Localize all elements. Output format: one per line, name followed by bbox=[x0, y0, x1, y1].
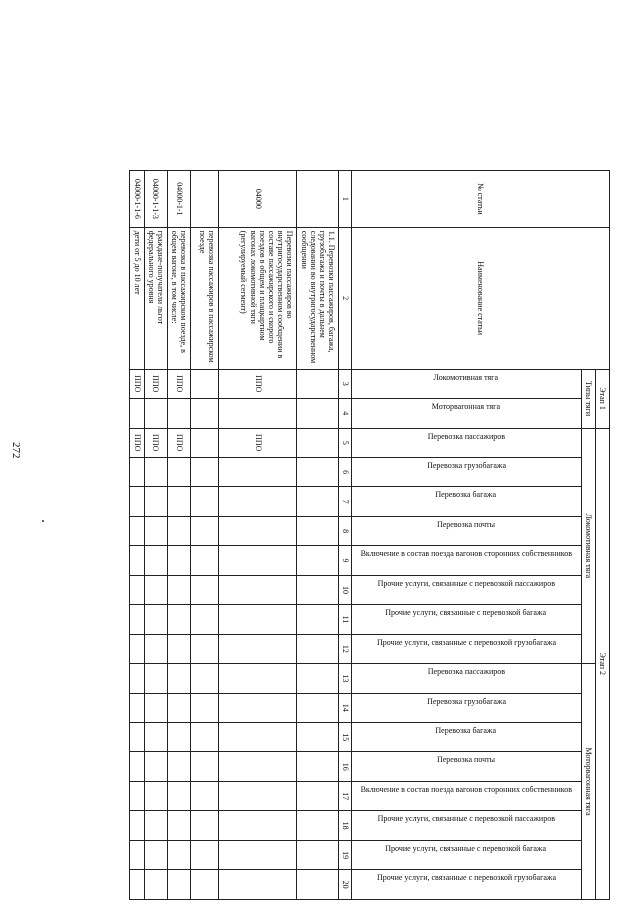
empty-cell bbox=[297, 840, 339, 869]
empty-cell bbox=[168, 487, 191, 516]
empty-cell bbox=[130, 723, 144, 752]
empty-cell bbox=[130, 457, 144, 486]
empty-cell bbox=[219, 487, 297, 516]
column-number: 8 bbox=[339, 516, 351, 545]
empty-cell bbox=[130, 811, 144, 840]
header-service: Включение в состав поезда вагонов сторонних собственников bbox=[360, 549, 572, 559]
article-code bbox=[297, 171, 339, 228]
empty-cell bbox=[144, 811, 167, 840]
table-row bbox=[191, 171, 219, 900]
column-number: 11 bbox=[339, 605, 351, 634]
empty-cell bbox=[168, 781, 191, 810]
empty-cell bbox=[144, 752, 167, 781]
header-service: Прочие услуги, связанные с перевозкой грузобагажа bbox=[376, 637, 556, 647]
column-number: 19 bbox=[339, 840, 351, 869]
column-number: 9 bbox=[339, 546, 351, 575]
column-number: 7 bbox=[339, 487, 351, 516]
empty-cell bbox=[219, 634, 297, 663]
cell-value: ППО bbox=[168, 428, 191, 457]
empty-cell bbox=[297, 870, 339, 900]
empty-cell bbox=[297, 634, 339, 663]
header-service: Прочие услуги, связанные с перевозкой багажа bbox=[385, 843, 547, 853]
empty-cell bbox=[191, 723, 219, 752]
empty-cell bbox=[191, 516, 219, 545]
empty-cell bbox=[130, 487, 144, 516]
empty-cell bbox=[168, 811, 191, 840]
empty-cell bbox=[297, 546, 339, 575]
cell-value: ППО bbox=[144, 369, 167, 398]
empty-cell bbox=[144, 487, 167, 516]
empty-cell bbox=[219, 546, 297, 575]
empty-cell bbox=[191, 457, 219, 486]
empty-cell bbox=[191, 811, 219, 840]
empty-cell bbox=[130, 664, 144, 693]
cell-value: ППО bbox=[130, 428, 144, 457]
empty-cell bbox=[219, 605, 297, 634]
header-service: Перевозка грузобагажа bbox=[426, 460, 506, 470]
empty-cell bbox=[168, 723, 191, 752]
empty-cell bbox=[191, 664, 219, 693]
table-row bbox=[130, 171, 144, 900]
empty-cell bbox=[191, 575, 219, 604]
article-name: перевозка в пассажирском поезде, в общем вагоне, в том числе: bbox=[168, 227, 191, 369]
header-service: Перевозка почты bbox=[437, 519, 496, 529]
empty-cell bbox=[219, 781, 297, 810]
empty-cell bbox=[144, 781, 167, 810]
header-article-name: Наименование статьи bbox=[351, 227, 609, 369]
cell-value bbox=[191, 399, 219, 428]
empty-cell bbox=[297, 693, 339, 722]
empty-cell bbox=[219, 870, 297, 900]
header-traction-types: Типы тяги bbox=[581, 369, 595, 428]
cell-value bbox=[191, 369, 219, 398]
empty-cell bbox=[219, 693, 297, 722]
article-code: 04000-1-1-6 bbox=[130, 171, 144, 228]
empty-cell bbox=[168, 752, 191, 781]
empty-cell bbox=[297, 605, 339, 634]
empty-cell bbox=[168, 840, 191, 869]
empty-cell bbox=[130, 693, 144, 722]
column-number: 16 bbox=[339, 752, 351, 781]
empty-cell bbox=[144, 664, 167, 693]
empty-cell bbox=[219, 664, 297, 693]
empty-cell bbox=[191, 840, 219, 869]
header-service: Перевозка багажа bbox=[435, 490, 497, 500]
empty-cell bbox=[168, 575, 191, 604]
cell-value: ППО bbox=[130, 369, 144, 398]
empty-cell bbox=[191, 752, 219, 781]
column-number: 5 bbox=[339, 428, 351, 457]
header-stage1-motor: Моторвагонная тяга bbox=[432, 402, 501, 412]
header-service: Прочие услуги, связанные с перевозкой грузобагажа bbox=[376, 873, 556, 883]
table-body bbox=[130, 171, 339, 900]
empty-cell bbox=[297, 457, 339, 486]
column-number: 20 bbox=[339, 870, 351, 900]
cell-value bbox=[297, 369, 339, 398]
empty-cell bbox=[130, 516, 144, 545]
column-number: 1 bbox=[339, 171, 351, 228]
empty-cell bbox=[297, 752, 339, 781]
table-row bbox=[297, 171, 339, 900]
empty-cell bbox=[144, 605, 167, 634]
empty-cell bbox=[144, 457, 167, 486]
empty-cell bbox=[130, 840, 144, 869]
empty-cell bbox=[191, 870, 219, 900]
header-service: Прочие услуги, связанные с перевозкой багажа bbox=[385, 608, 547, 618]
cell-value bbox=[219, 399, 297, 428]
header-motor-traction: Моторвагонная тяга bbox=[581, 664, 595, 900]
column-number: 14 bbox=[339, 693, 351, 722]
column-number: 17 bbox=[339, 781, 351, 810]
empty-cell bbox=[191, 546, 219, 575]
empty-cell bbox=[297, 516, 339, 545]
empty-cell bbox=[130, 605, 144, 634]
header-service: Перевозка пассажиров bbox=[427, 667, 505, 677]
article-name: дети от 5 до 10 лет bbox=[130, 227, 144, 369]
empty-cell bbox=[144, 840, 167, 869]
empty-cell bbox=[168, 693, 191, 722]
empty-cell bbox=[219, 575, 297, 604]
cell-value bbox=[144, 399, 167, 428]
table-row bbox=[168, 171, 191, 900]
empty-cell bbox=[219, 723, 297, 752]
empty-cell bbox=[191, 781, 219, 810]
empty-cell bbox=[219, 516, 297, 545]
empty-cell bbox=[144, 723, 167, 752]
column-number: 10 bbox=[339, 575, 351, 604]
header-service: Прочие услуги, связанные с перевозкой пассажиров bbox=[377, 578, 555, 588]
article-name: Перевозки пассажиров во внутригосударственном сообщении в составе пассажирского и скорого поездов в общем и плацкартном вагонах локомотивной тяги (регулируемый сегмент) bbox=[219, 227, 297, 369]
empty-cell bbox=[297, 781, 339, 810]
empty-cell bbox=[144, 546, 167, 575]
header-loco-traction: Локомотивная тяга bbox=[581, 428, 595, 664]
cell-value bbox=[168, 399, 191, 428]
header-service: Прочие услуги, связанные с перевозкой пассажиров bbox=[377, 814, 555, 824]
header-service: Перевозка багажа bbox=[435, 726, 497, 736]
cell-value: ППО bbox=[219, 369, 297, 398]
cell-value: ППО bbox=[219, 428, 297, 457]
empty-cell bbox=[297, 575, 339, 604]
cell-value: ППО bbox=[144, 428, 167, 457]
empty-cell bbox=[144, 575, 167, 604]
empty-cell bbox=[191, 605, 219, 634]
empty-cell bbox=[168, 605, 191, 634]
header-service: Перевозка почты bbox=[437, 755, 496, 765]
empty-cell bbox=[297, 811, 339, 840]
cell-value bbox=[297, 399, 339, 428]
header-service: Перевозка пассажиров bbox=[427, 431, 505, 441]
empty-cell bbox=[130, 781, 144, 810]
header-service: Перевозка грузобагажа bbox=[426, 696, 506, 706]
article-name: граждане-получатели льгот федерального уровня bbox=[144, 227, 167, 369]
empty-cell bbox=[191, 693, 219, 722]
scan-dot bbox=[42, 520, 44, 522]
cell-value: ППО bbox=[168, 369, 191, 398]
empty-cell bbox=[297, 723, 339, 752]
column-number: 18 bbox=[339, 811, 351, 840]
article-name: перевозка пассажиров в пассажирском поезде bbox=[191, 227, 219, 369]
empty-cell bbox=[144, 693, 167, 722]
column-number: 4 bbox=[339, 399, 351, 428]
empty-cell bbox=[130, 575, 144, 604]
column-number: 13 bbox=[339, 664, 351, 693]
column-number: 2 bbox=[339, 227, 351, 369]
table-row bbox=[144, 171, 167, 900]
empty-cell bbox=[130, 870, 144, 900]
empty-cell bbox=[168, 457, 191, 486]
article-code: 04000-1-1-3 bbox=[144, 171, 167, 228]
empty-cell bbox=[130, 752, 144, 781]
empty-cell bbox=[219, 840, 297, 869]
empty-cell bbox=[130, 546, 144, 575]
cell-value bbox=[297, 428, 339, 457]
article-code: 04000-1-1 bbox=[168, 171, 191, 228]
empty-cell bbox=[191, 634, 219, 663]
empty-cell bbox=[191, 487, 219, 516]
table-row bbox=[219, 171, 297, 900]
empty-cell bbox=[144, 870, 167, 900]
empty-cell bbox=[219, 811, 297, 840]
rotated-table-sheet bbox=[132, 170, 610, 900]
empty-cell bbox=[219, 457, 297, 486]
column-number: 12 bbox=[339, 634, 351, 663]
header-service: Включение в состав поезда вагонов сторонних собственников bbox=[360, 784, 572, 794]
article-code bbox=[191, 171, 219, 228]
empty-cell bbox=[144, 516, 167, 545]
cell-value bbox=[130, 399, 144, 428]
article-code: 04000 bbox=[219, 171, 297, 228]
page-number: 272 bbox=[10, 442, 22, 459]
header-stage1: Этап 1 bbox=[595, 369, 609, 428]
empty-cell bbox=[219, 752, 297, 781]
header-stage2: Этап 2 bbox=[595, 428, 609, 900]
column-number: 6 bbox=[339, 457, 351, 486]
column-number: 3 bbox=[339, 369, 351, 398]
header-article-no: № статьи bbox=[351, 171, 609, 228]
empty-cell bbox=[168, 634, 191, 663]
empty-cell bbox=[168, 664, 191, 693]
empty-cell bbox=[144, 634, 167, 663]
empty-cell bbox=[168, 546, 191, 575]
empty-cell bbox=[168, 870, 191, 900]
empty-cell bbox=[297, 664, 339, 693]
article-name: 1.1. Перевозки пассажиров, багажа, грузобагажа и почты в дальнем следовании во внутригосударственном сообщении bbox=[297, 227, 339, 369]
empty-cell bbox=[297, 487, 339, 516]
empty-cell bbox=[130, 634, 144, 663]
cell-value bbox=[191, 428, 219, 457]
header-stage1-loco: Локомотивная тяга bbox=[433, 372, 499, 382]
tariff-table bbox=[130, 170, 611, 900]
empty-cell bbox=[168, 516, 191, 545]
column-number: 15 bbox=[339, 723, 351, 752]
